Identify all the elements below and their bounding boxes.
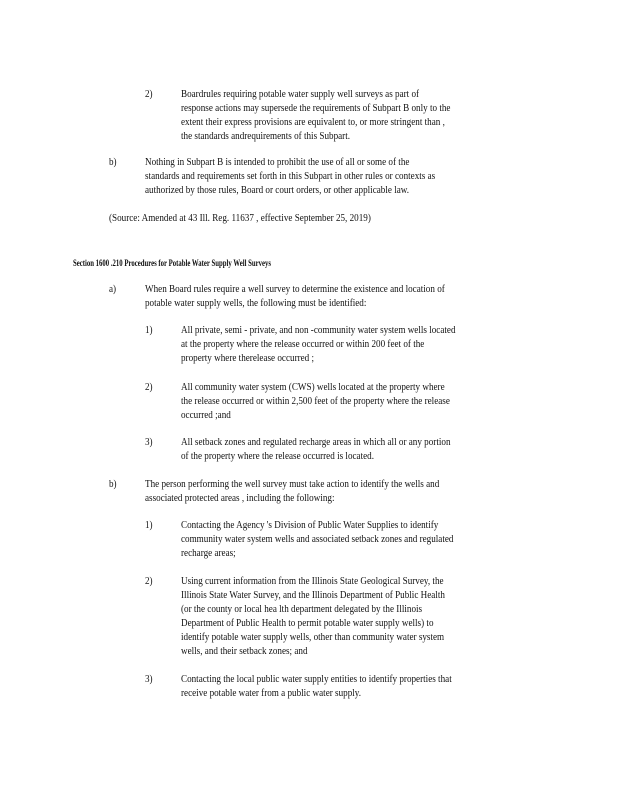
subitem-line: of the property where the release occurred is located. bbox=[181, 451, 375, 462]
subitem-line: Department of Public Health to permit potable water supply wells) to bbox=[181, 618, 434, 629]
subitem-line: receive potable water from a public water supply. bbox=[181, 688, 362, 699]
subitem-line: Using current information from the Illinois State Geological Survey, the bbox=[181, 576, 444, 587]
paragraph-line: Boardrules requiring potable water supply well surveys as part of bbox=[181, 89, 420, 100]
paragraph-line: response actions may supersede the requirements of Subpart B only to the bbox=[181, 103, 451, 114]
subitem-line: property where therelease occurred ; bbox=[181, 353, 315, 364]
paragraph-line: The person performing the well survey must take action to identify the wells and bbox=[145, 479, 440, 490]
paragraph-line: When Board rules require a well survey to determine the existence and location of bbox=[145, 284, 445, 295]
subitem-number: 1) bbox=[145, 520, 153, 531]
item-number: 2) bbox=[145, 89, 153, 100]
subitem-number: 1) bbox=[145, 325, 153, 336]
subitem-line: Illinois State Water Survey, and the Illinois Department of Public Health bbox=[181, 590, 445, 601]
subitem-line: All setback zones and regulated recharge areas in which all or any portion bbox=[181, 437, 451, 448]
subitem-line: All private, semi - private, and non -community water system wells located bbox=[181, 325, 456, 336]
paragraph-line: extent their express provisions are equivalent to, or more stringent than , bbox=[181, 117, 445, 128]
item-number: b) bbox=[109, 479, 117, 490]
subitem-line: recharge areas; bbox=[181, 548, 236, 559]
item-number: b) bbox=[109, 157, 117, 168]
subitem-line: occurred ;and bbox=[181, 410, 231, 421]
paragraph-line: the standards andrequirements of this Subpart. bbox=[181, 131, 351, 142]
subitem-line: Contacting the Agency 's Division of Public Water Supplies to identify bbox=[181, 520, 439, 531]
subitem-line: (or the county or local hea lth department delegated by the Illinois bbox=[181, 604, 423, 615]
subitem-number: 2) bbox=[145, 576, 153, 587]
subitem-line: wells, and their setback zones; and bbox=[181, 646, 308, 657]
subitem-line: the release occurred or within 2,500 feet of the property where the release bbox=[181, 396, 450, 407]
paragraph-line: standards and requirements set forth in this Subpart in other rules or contexts as bbox=[145, 171, 436, 182]
paragraph-line: Nothing in Subpart B is intended to prohibit the use of all or some of the bbox=[145, 157, 410, 168]
paragraph-line: associated protected areas , including the following: bbox=[145, 493, 335, 504]
subitem-line: at the property where the release occurred or within 200 feet of the bbox=[181, 339, 425, 350]
section-heading: Section 1600 .210 Procedures for Potable Water Supply Well Surveys bbox=[73, 258, 272, 268]
subitem-line: Contacting the local public water supply entities to identify properties that bbox=[181, 674, 452, 685]
subitem-number: 2) bbox=[145, 382, 153, 393]
source-note: (Source: Amended at 43 Ill. Reg. 11637 , effective September 25, 2019) bbox=[109, 213, 371, 224]
item-number: a) bbox=[109, 284, 117, 295]
subitem-number: 3) bbox=[145, 674, 153, 685]
subitem-line: All community water system (CWS) wells located at the property where bbox=[181, 382, 445, 393]
paragraph-line: potable water supply wells, the following must be identified: bbox=[145, 298, 367, 309]
subitem-number: 3) bbox=[145, 437, 153, 448]
paragraph-line: authorized by those rules, Board or court orders, or other applicable law. bbox=[145, 185, 410, 196]
subitem-line: community water system wells and associated setback zones and regulated bbox=[181, 534, 454, 545]
subitem-line: identify potable water supply wells, other than community water system bbox=[181, 632, 445, 643]
